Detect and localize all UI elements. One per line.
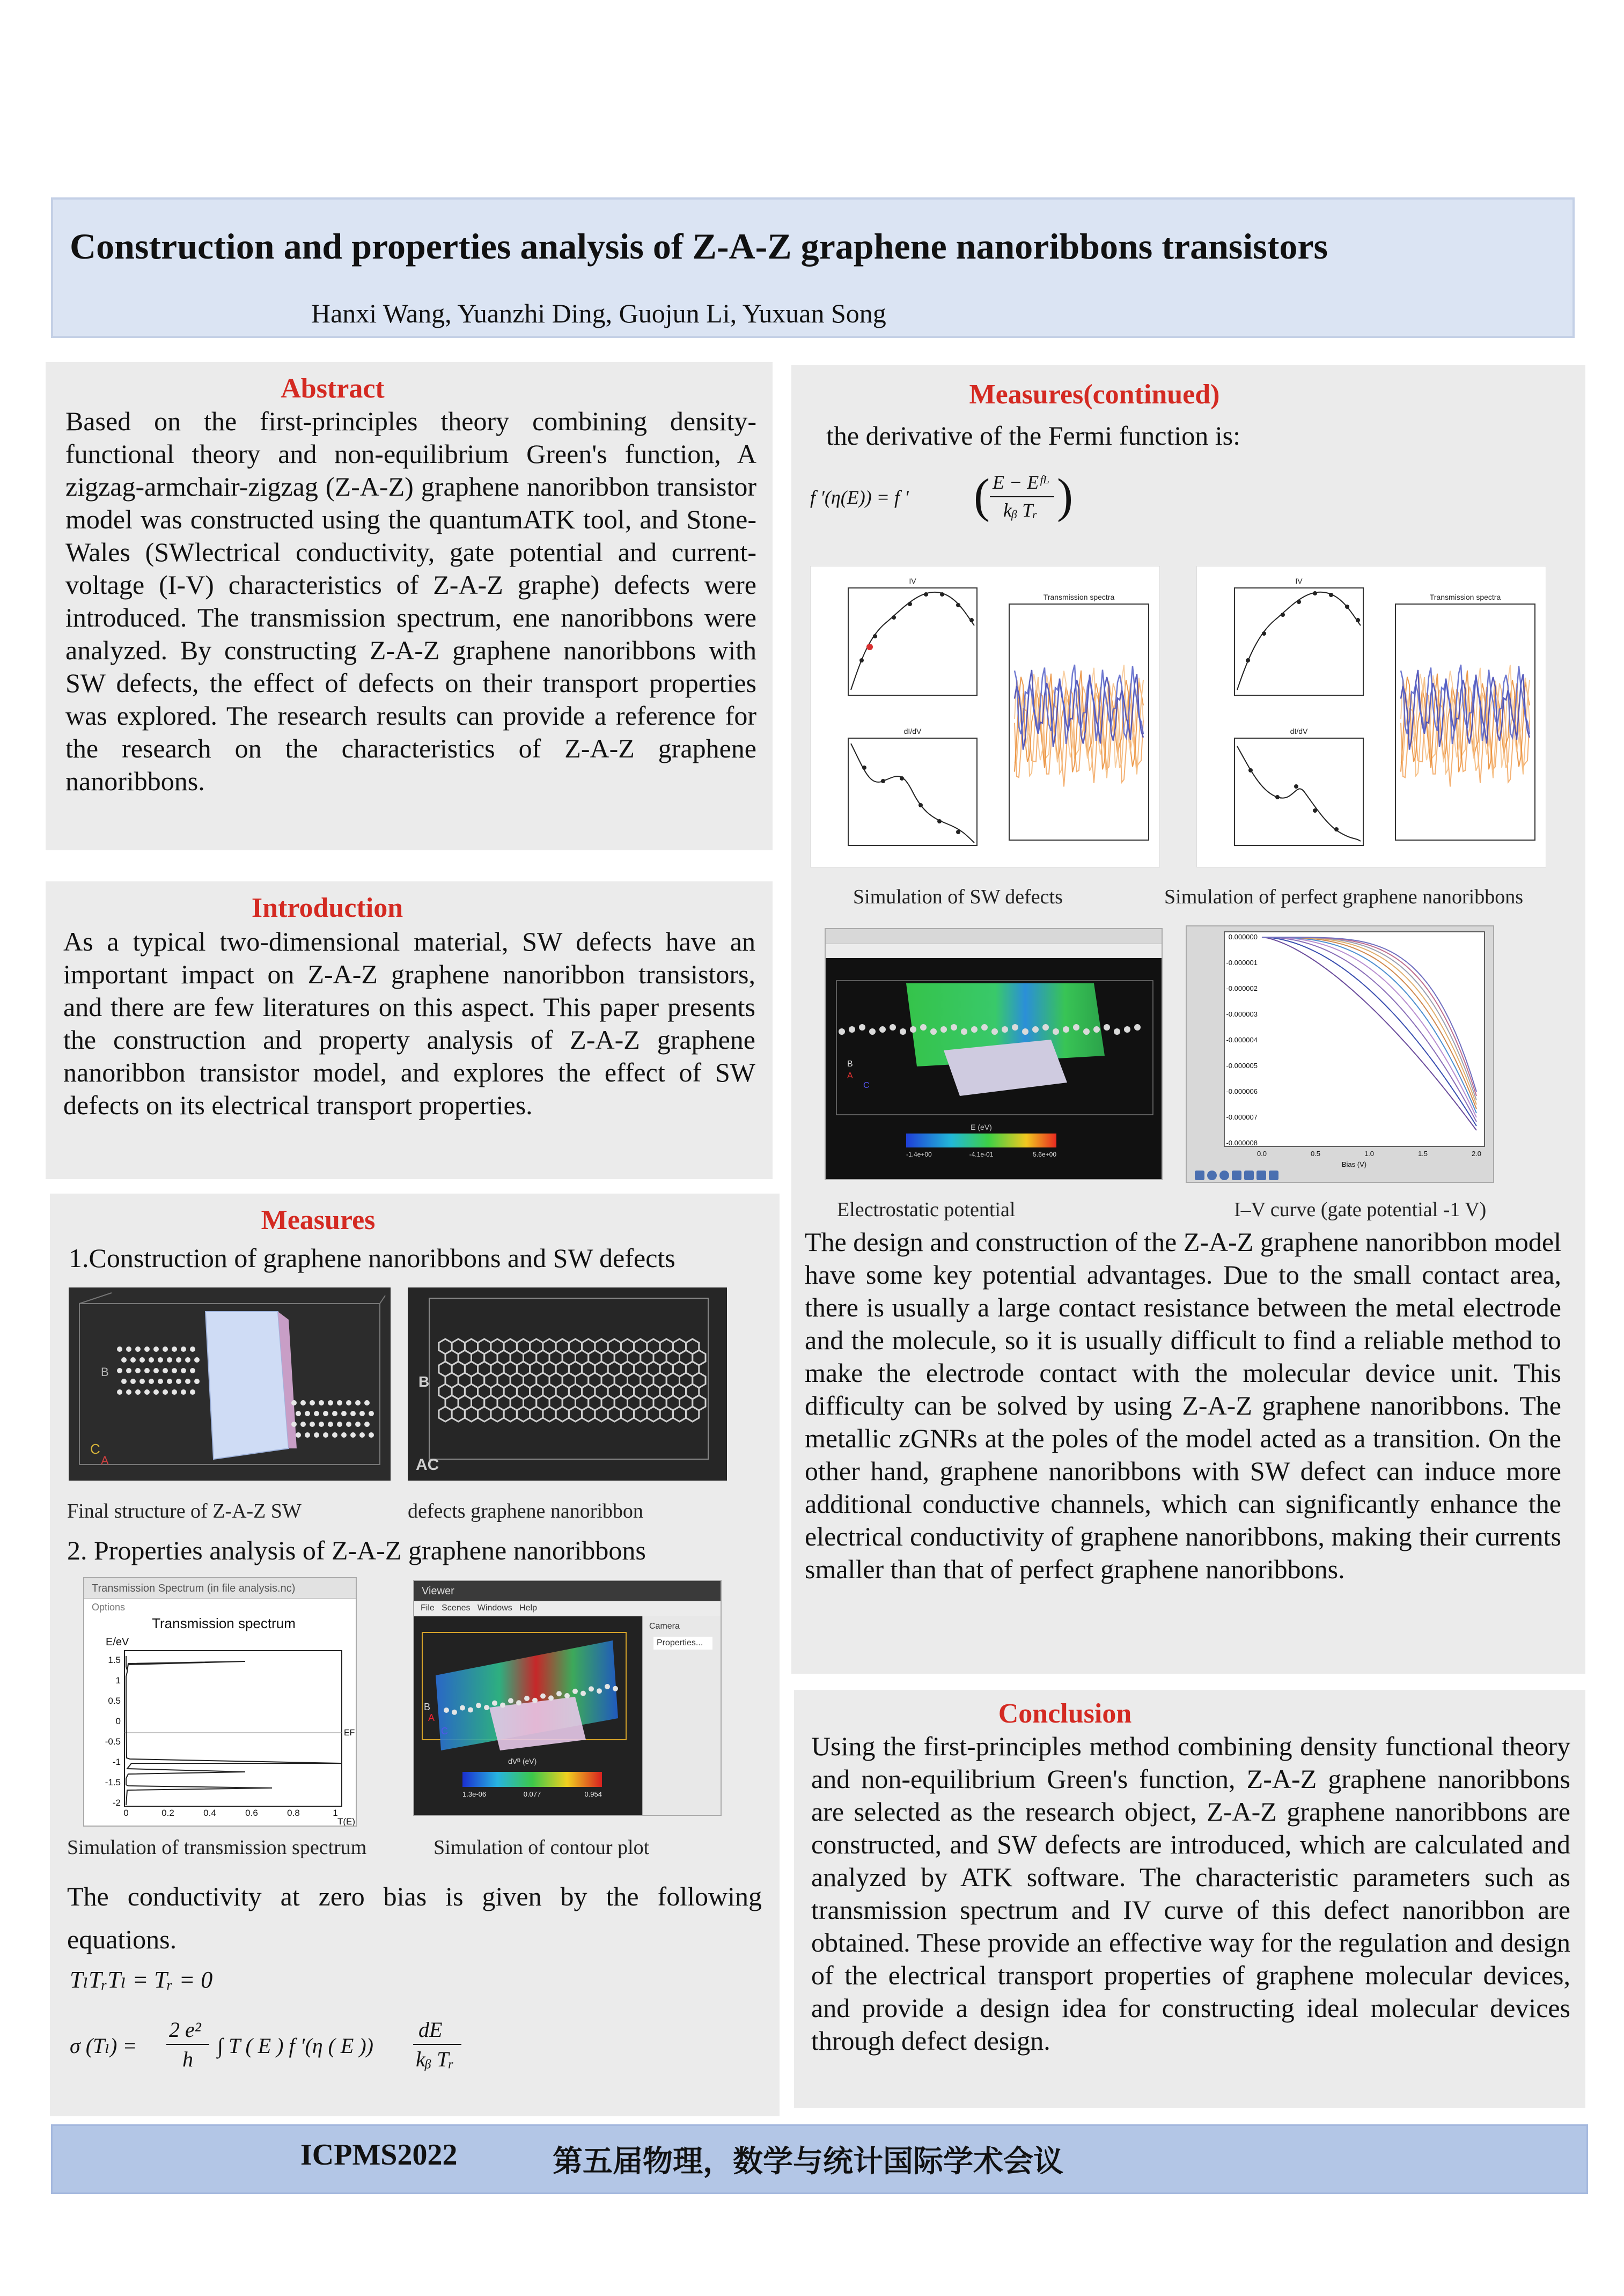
caption-sw-defects: Simulation of SW defects [853, 886, 1063, 908]
caption-contour-plot: Simulation of contour plot [433, 1836, 650, 1859]
eq2-lhs: σ (Tₗ) = [70, 2034, 137, 2058]
caption-electrostatic-potential: Electrostatic potential [837, 1198, 1016, 1221]
ts-xtick: 1 [333, 1808, 338, 1818]
eq2-denominator: h [182, 2047, 193, 2071]
poster-authors: Hanxi Wang, Yuanzhi Ding, Guojun Li, Yuxuan Song [311, 298, 886, 328]
equation-fermi-derivative: f ′(η(E)) = f ′ ( E − Eᶠᴸ kᵦ Tᵣ ) [810, 469, 1073, 523]
ts-ytick: 1 [115, 1675, 121, 1686]
ts-xtick: 0 [123, 1808, 129, 1818]
ts-window-title: Transmission Spectrum (in file analysis.nc) [92, 1583, 296, 1594]
ep-colorbar-tick: -1.4e+00 [906, 1151, 932, 1158]
measures-subheading-2: 2. Properties analysis of Z-A-Z graphene nanoribbons [67, 1535, 646, 1565]
ts-xtick: 0.8 [287, 1808, 300, 1818]
svg-text:A: A [847, 1071, 853, 1080]
iv-xtick: 0.5 [1310, 1150, 1321, 1158]
viewer-window [413, 1580, 722, 1816]
ts-options-menu[interactable]: Options [92, 1602, 126, 1613]
electrostatic-potential-window [825, 928, 1163, 1180]
eq2-frac-numerator: dE [418, 2018, 443, 2042]
svg-text:B: B [101, 1365, 109, 1379]
caption-perfect-nanoribbons: Simulation of perfect graphene nanoribbons [1164, 886, 1524, 908]
svg-text:AC: AC [416, 1456, 439, 1474]
iv-ytick: -0.000007 [1226, 1113, 1258, 1121]
viewer-menubar[interactable]: File Scenes Windows Help [414, 1601, 721, 1616]
ts-window-titlebar [84, 1578, 356, 1599]
viewer-colorbar-label: dVᴮ (eV) [508, 1757, 537, 1765]
ep-titlebar [826, 929, 1162, 944]
viewer-side-panel [642, 1616, 722, 1816]
measures-subheading-1: 1.Construction of graphene nanoribbons and SW defects [69, 1243, 675, 1273]
ep-colorbar-tick: -4.1e-01 [969, 1151, 994, 1158]
measures-continued-heading: Measures(continued) [969, 379, 1220, 410]
iv-ytick: -0.000008 [1226, 1139, 1258, 1147]
ep-menubar [826, 944, 1162, 958]
final-structure-image [69, 1287, 391, 1481]
perfect-iv-title: IV [1295, 577, 1303, 585]
ts-ytick: -0.5 [105, 1736, 121, 1747]
fermi-eq-denominator: kᵦ Tᵣ [1003, 499, 1038, 521]
sw-iv-title: IV [909, 577, 916, 585]
iv-ytick: 0.000000 [1228, 933, 1258, 941]
sw-defects-simulation-image [810, 566, 1160, 867]
viewer-titlebar [414, 1581, 721, 1601]
conductivity-text: The conductivity at zero bias is given by the following equations. [67, 1881, 762, 1954]
iv-xtick: 2.0 [1471, 1150, 1482, 1158]
equation-conductivity [70, 2017, 499, 2081]
ts-ylabel: E/eV [106, 1636, 129, 1648]
ep-colorbar-tick: 5.6e+00 [1033, 1151, 1056, 1158]
iv-xlabel: Bias (V) [1341, 1160, 1367, 1168]
fermi-text: the derivative of the Fermi function is: [826, 421, 1241, 451]
ts-xtick: 0.2 [161, 1808, 174, 1818]
ts-plot-title: Transmission spectrum [152, 1615, 296, 1631]
fermi-eq-lhs: f ′(η(E)) = f ′ [810, 487, 909, 508]
ts-ytick: 0.5 [108, 1696, 121, 1706]
svg-text:B: B [424, 1702, 431, 1712]
svg-text:B: B [847, 1059, 853, 1069]
ts-ytick: 0 [115, 1716, 121, 1726]
iv-curve-window [1186, 925, 1494, 1183]
abstract-heading: Abstract [281, 373, 385, 404]
contour-plot-image [414, 1616, 642, 1816]
iv-xtick: 1.0 [1364, 1150, 1375, 1158]
svg-text:B: B [418, 1373, 430, 1390]
perfect-didv-title: dI/dV [1290, 727, 1308, 735]
defects-nanoribbon-image [408, 1287, 727, 1481]
ts-ef-label: EF [344, 1728, 355, 1738]
iv-xtick: 1.5 [1417, 1150, 1428, 1158]
ts-ytick: -2 [112, 1798, 121, 1808]
caption-transmission-spectrum: Simulation of transmission spectrum [67, 1836, 367, 1859]
svg-text:C: C [441, 1726, 448, 1736]
perfect-ts-title: Transmission spectra [1429, 593, 1501, 601]
measures-continued-body: The design and construction of the Z-A-Z graphene nanoribbon model have some key potential advantages. Due to the small contact area, there is usually a large contact resistance between the metal electrode and the molecule, so it is usually difficult to find a reliable method to make the electrode contact with the molecular device unit. This difficulty can be solved by using Z-A-Z graphene nanoribbons. The metallic zGNRs at the poles of the model acted as a transition. On the other hand, graphene nanoribbons with SW defect can induce more additional conductive channels, which can significantly enhance the electrical conductivity of graphene nanoribbons, making their currents smaller than that of perfect graphene nanoribbons. [805, 1227, 1561, 1584]
svg-text:C: C [90, 1441, 100, 1457]
ts-xtick: 0.4 [203, 1808, 216, 1818]
transmission-spectrum-window [83, 1577, 357, 1827]
svg-text:C: C [863, 1081, 870, 1090]
perfect-nanoribbons-simulation-image [1196, 566, 1546, 867]
footer-conference-chinese: 第五届物理，数学与统计国际学术会议 [553, 2144, 1063, 2179]
fermi-eq-numerator: E − Eᶠᴸ [993, 472, 1050, 493]
poster-title: Construction and properties analysis of Z-A-Z graphene nanoribbons transistors [70, 226, 1328, 267]
svg-text:A: A [428, 1712, 435, 1723]
iv-ytick: -0.000005 [1226, 1062, 1258, 1070]
ts-ytick: -1.5 [105, 1777, 121, 1787]
svg-text:A: A [101, 1454, 109, 1467]
viewer-colorbar-tick: 0.077 [523, 1790, 541, 1798]
sw-didv-title: dI/dV [903, 727, 922, 735]
eq2-frac-denominator: kᵦ Tᵣ [416, 2047, 454, 2071]
caption-final-structure: Final structure of Z-A-Z SW [67, 1500, 302, 1522]
sw-ts-title: Transmission spectra [1043, 593, 1115, 601]
eq2-integral: ∫ T ( E ) f ′(η ( E )) [217, 2034, 373, 2058]
conclusion-heading: Conclusion [998, 1698, 1132, 1729]
introduction-heading: Introduction [251, 893, 403, 923]
ts-xtick: 0.6 [245, 1808, 258, 1818]
iv-toolbar[interactable] [1195, 1171, 1278, 1180]
viewer-colorbar-tick: 0.954 [584, 1790, 602, 1798]
iv-ytick: -0.000002 [1226, 984, 1258, 992]
iv-ytick: -0.000004 [1226, 1036, 1258, 1044]
ep-colorbar-label: E (eV) [971, 1123, 992, 1131]
footer-conference: ICPMS2022 [300, 2138, 458, 2172]
ts-ytick: -1 [112, 1757, 121, 1767]
ts-ytick: 1.5 [108, 1655, 121, 1665]
conclusion-body: Using the first-principles method combining density functional theory and non-equilibrium Green's function, Z-A-Z graphene nanoribbons are selected as the research object, Z-A-Z graphene nanoribbons are constructed, and SW defects are introduced, which are calculated and analyzed by ATK software. The characteristic parameters such as transmission spectrum and IV curve of this defect nanoribbon are obtained. These provide an effective way for the regulation and design of the electrical transport properties of graphene molecular devices, and provide a design idea for constructing ideal molecular devices through defect design. [811, 1731, 1570, 2056]
caption-iv-curve: I–V curve (gate potential -1 V) [1234, 1198, 1487, 1221]
viewer-properties-item[interactable]: Properties... [653, 1637, 712, 1650]
introduction-body: As a typical two-dimensional material, SW defects have an important impact on Z-A-Z graphene nanoribbon transistors, and there are few literatures on this aspect. This paper presents the construction and property analysis of Z-A-Z graphene nanoribbon transistor model, and explores the effect of SW defects on its electrical transport properties. [63, 926, 755, 1120]
iv-ytick: -0.000001 [1226, 959, 1258, 967]
viewer-camera-item[interactable]: Camera [649, 1622, 680, 1631]
equation-zero-temperature: TₗTᵣTₗ = Tᵣ = 0 [70, 1967, 213, 1993]
eq2-numerator: 2 e² [169, 2018, 201, 2042]
iv-xtick: 0.0 [1256, 1150, 1267, 1158]
iv-ytick: -0.000006 [1226, 1087, 1258, 1095]
iv-ytick: -0.000003 [1226, 1010, 1258, 1018]
ts-xlabel: T(E) [337, 1816, 356, 1827]
caption-defects-nanoribbon: defects graphene nanoribbon [408, 1500, 643, 1522]
abstract-body: Based on the first-principles theory combining density-functional theory and non-equilibrium Green's function, A zigzag-armchair-zigzag (Z-A-Z) graphene nanoribbon transistor model was constructed using the quantumATK tool, and Stone-Wales (SWlectrical conductivity, gate potential and current-voltage (I-V) characteristics of Z-A-Z graphe) defects were introduced. The transmission spectrum, ene nanoribbons were analyzed. By constructing Z-A-Z graphene nanoribbons with SW defects, the effect of defects on their transport properties was explored. The research results can provide a reference for the research on the characteristics of Z-A-Z graphene nanoribbons. [65, 406, 756, 796]
viewer-colorbar-tick: 1.3e-06 [462, 1790, 487, 1798]
measures-heading: Measures [261, 1205, 376, 1235]
viewer-title: Viewer [422, 1585, 454, 1597]
